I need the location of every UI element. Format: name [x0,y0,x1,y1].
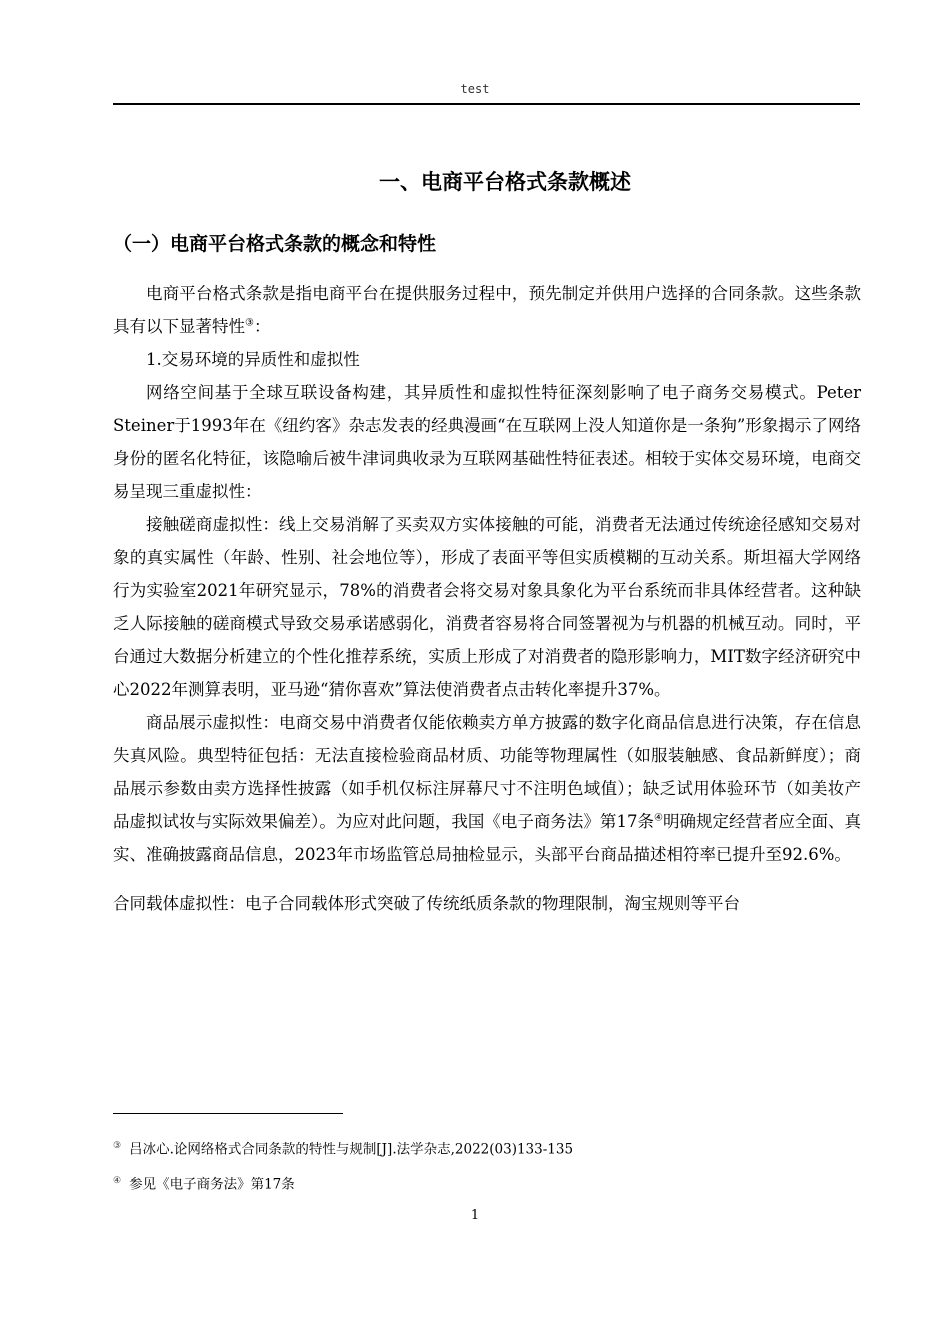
paragraph-5-tail: 明确规定经营者应全面、真实、准确披露商品信息，2023年市场监管总局抽检显示，头部平台商品描述相符率已提升至92.6%。 [113,812,862,864]
body-text [113,277,861,920]
footnote-mark: ④ [113,1176,122,1186]
chapter-title: 一、电商平台格式条款概述 [379,170,631,194]
paragraph-1-tail: ： [253,317,271,336]
footnote-ref-4[interactable]: ④ [653,812,663,824]
footnote-3 [113,1137,861,1159]
footnote-ref-3[interactable]: ③ [245,317,254,329]
section-heading: （一）电商平台格式条款的概念和特性 [113,233,437,255]
footnote-separator [113,1113,343,1114]
page-number: 1 [470,1208,480,1223]
paragraph-1 [113,277,861,343]
footnote-mark: ③ [113,1141,122,1151]
paragraph-6: 合同载体虚拟性：电子合同载体形式突破了传统纸质条款的物理限制，淘宝规则等平台 [113,894,740,913]
footnote-text: 参见《电子商务法》第17条 [129,1176,295,1193]
page-header: test [460,82,490,96]
footnote-text: 吕冰心.论网络格式合同条款的特性与规制[J].法学杂志,2022(03)133-135 [129,1141,574,1158]
footnote-4 [113,1172,861,1194]
paragraph-3: 网络空间基于全球互联设备构建，其异质性和虚拟性特征深刻影响了电子商务交易模式。Peter Steiner于1993年在《纽约客》杂志发表的经典漫画“在互联网上没人知道你是一条狗”形象揭示了网络身份的匿名化特征，该隐喻后被牛津词典收录为互联网基础性特征表述。相较于实体交易环境，电商交易呈现三重虚拟性： [113,383,861,501]
paragraph-4: 接触磋商虚拟性：线上交易消解了买卖双方实体接触的可能，消费者无法通过传统途径感知交易对象的真实属性（年龄、性别、社会地位等），形成了表面平等但实质模糊的互动关系。斯坦福大学网络行为实验室2021年研究显示，78%的消费者会将交易对象具象化为平台系统而非具体经营者。这种缺乏人际接触的磋商模式导致交易承诺感弱化，消费者容易将合同签署视为与机器的机械互动。同时，平台通过大数据分析建立的个性化推荐系统，实质上形成了对消费者的隐形影响力，MIT数字经济研究中心2022年测算表明，亚马逊“猜你喜欢”算法使消费者点击转化率提升37%。 [113,515,861,699]
paragraph-5 [113,706,861,871]
header-rule [113,103,860,105]
paragraph-1-text: 电商平台格式条款是指电商平台在提供服务过程中，预先制定并供用户选择的合同条款。这些条款具有以下显著特性 [113,284,861,336]
paragraph-2: 1.交易环境的异质性和虚拟性 [146,350,360,369]
paragraph-5-text: 商品展示虚拟性：电商交易中消费者仅能依赖卖方单方披露的数字化商品信息进行决策，存在信息失真风险。典型特征包括：无法直接检验商品材质、功能等物理属性（如服装触感、食品新鲜度）；商品展示参数由卖方选择性披露（如手机仅标注屏幕尺寸不注明色域值）；缺乏试用体验环节（如美妆产品虚拟试妆与实际效果偏差）。为应对此问题，我国《电子商务法》第17条 [113,713,861,831]
